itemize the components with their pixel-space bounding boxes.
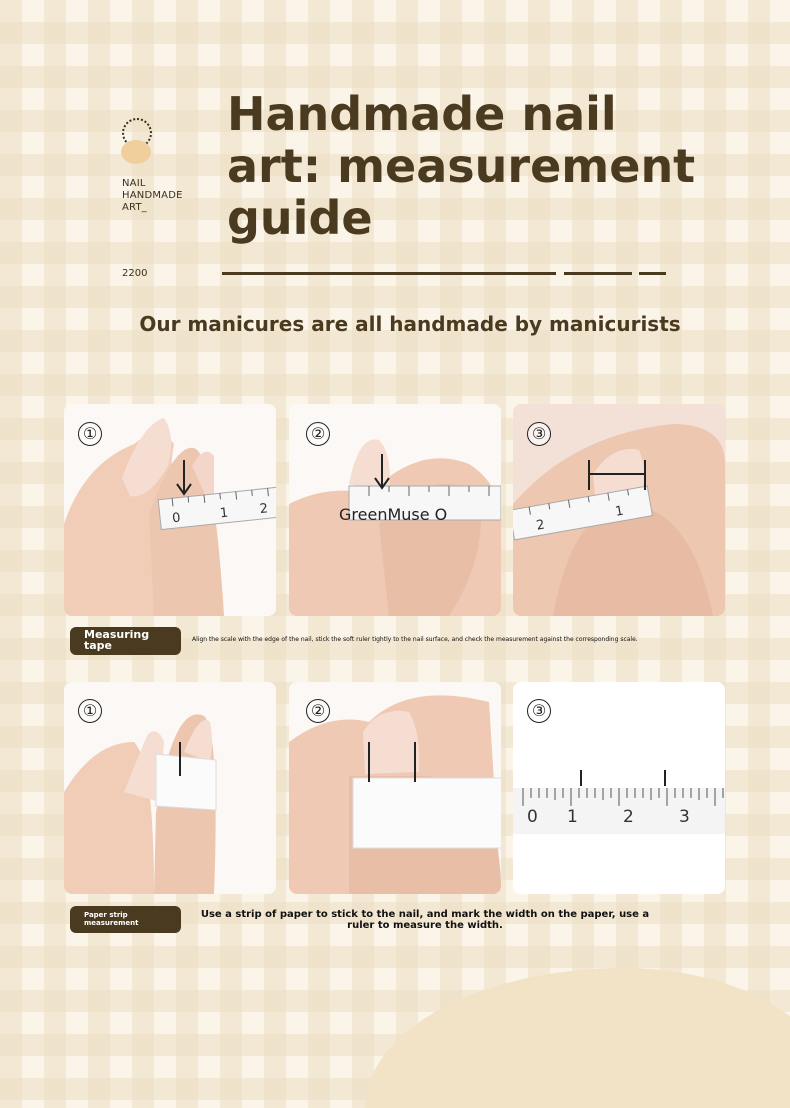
title-divider bbox=[639, 272, 666, 275]
ruler-label: 0 bbox=[527, 807, 538, 827]
step-number-2: ② bbox=[306, 699, 330, 723]
tape-label: 1 bbox=[219, 505, 230, 522]
page-title: Handmade nail art: measurement guide bbox=[227, 87, 696, 245]
step-number-3: ③ bbox=[527, 422, 551, 446]
brand-name bbox=[122, 178, 183, 214]
step-number-2: ② bbox=[306, 422, 330, 446]
tape-label: 2 bbox=[535, 517, 547, 534]
step-number-1: ① bbox=[78, 422, 102, 446]
tag-label: Measuring tape bbox=[84, 628, 150, 652]
ruler-label: 2 bbox=[623, 807, 634, 827]
step-number-1: ① bbox=[78, 699, 102, 723]
title-divider bbox=[222, 272, 556, 275]
brand-code: 2200 bbox=[122, 268, 148, 279]
tape-label: 0 bbox=[171, 510, 182, 527]
tag-paper-strip bbox=[70, 906, 181, 933]
step-number-3: ③ bbox=[527, 699, 551, 723]
paper-description: Use a strip of paper to stick to the nail, and mark the width on the paper, use a ruler to measure the width. bbox=[200, 909, 650, 931]
brand-line: HANDMADE bbox=[122, 190, 183, 201]
tag-measuring-tape bbox=[70, 627, 181, 655]
ruler-label: 1 bbox=[567, 807, 578, 827]
title-divider bbox=[564, 272, 632, 275]
watermark: GreenMuse O bbox=[339, 505, 448, 524]
decorative-blob bbox=[365, 968, 790, 1108]
tape-label: 2 bbox=[259, 501, 269, 518]
ruler-label: 3 bbox=[679, 807, 690, 827]
tape-description: Align the scale with the edge of the nail, stick the soft ruler tightly to the nail surface, and check the measurement against the corresponding scale. bbox=[192, 636, 638, 643]
brand-line: ART_ bbox=[122, 202, 147, 213]
brand-line: NAIL bbox=[122, 178, 146, 189]
page-subtitle: Our manicures are all handmade by manicurists bbox=[139, 312, 681, 336]
brand-logo-icon bbox=[121, 116, 153, 168]
tape-label: 1 bbox=[614, 503, 625, 520]
tag-label: Paper strip measurement bbox=[84, 911, 139, 927]
